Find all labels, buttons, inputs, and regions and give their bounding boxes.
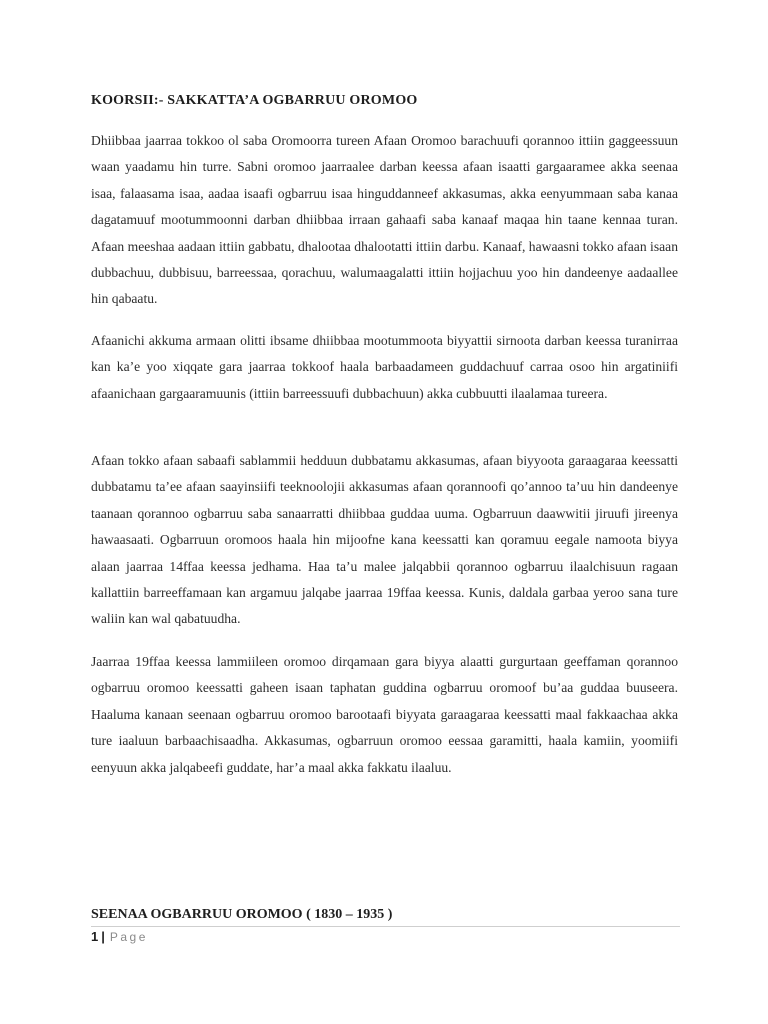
page-number: 1 [91, 929, 99, 944]
footer-separator: | [101, 929, 105, 944]
section-heading: SEENAA OGBARRUU OROMOO ( 1830 – 1935 ) [91, 907, 393, 922]
paragraph-1: Dhiibbaa jaarraa tokkoo ol saba Oromoorra tureen Afaan Oromoo barachuufi qorannoo ittiin gaggeessuun waan yaadamu hin turre. Sabni oromoo jaarraalee darban keessa afaan isaatti gargaarameе akka seenaa isaa, falaasama isaa, aadaa isaafi ogbarruu isaa hinguddanneef akkasumas, akka eenyummaan saba kanaa dagatamuuf mootummoonni darban dhiibbaa irraan gahaafi saba kanaaf maqaa hin taane kennaa turan. Afaan meeshaa aadaan ittiin gabbatu, dhalootaa dhalootatti ittiin darbu. Kanaaf, hawaasni tokko afaan isaan dubbachuu, dubbisuu, barreessaa, qorachuu, walumaagalatti ittiin hojjachuu yoo hin dandeenye aadaallee hin qabaatu. [91, 133, 678, 307]
course-heading: KOORSII:- SAKKATTA’A OGBARRUU OROMOO [91, 93, 418, 108]
page-label: Page [109, 930, 148, 944]
paragraph-2: Afaanichi akkuma armaan olitti ibsame dhiibbaa mootummoota biyyattii sirnoota darban keessa turanirraa kan ka’e yoo xiqqate gara jaarraa tokkoof haala barbaadameen guddachuuf carraa osoo hin argatiniifi afaanichaan gargaaramuunis (ittiin barreessuufi dubbachuun) akka cubbuutti ilaalamaa tureera. [91, 333, 678, 401]
page-footer [91, 926, 680, 949]
paragraph-3: Afaan tokko afaan sabaafi sablammii hedduun dubbatamu akkasumas, afaan biyyoota garaagaraa keessatti dubbatamu ta’ee afaan saayinsiifi teeknoolojii akkasumas afaan qorannoofi qo’annoo ta’uu hin dandeenye taanaan qorannoo ogbarruu saba sanaarratti dhiibbaa guddaa uuma. Ogbarruun daawwitii jiruufi jireenya hawaasaati. Ogbarruun oromoos haala hin mijoofne kana keessatti kan qoramuu eegale namoota biyya alaan jaarraa 14ffaa keessa jedhama. Haa ta’u malee jalqabbii qorannoo ogbarruu ilaalchisuun ragaan kallattiin barreeffamaan kan argamuu jalqabe jaarraa 19ffaa keessa. Kunis, daldala garbaa yeroo sana ture waliin kan wal qabatuudha. [91, 453, 678, 627]
paragraph-4: Jaarraa 19ffaa keessa lammiileen oromoo dirqamaan gara biyya alaatti gurgurtaan geeffaman qorannoo ogbarruu oromoo keessatti gaheen isaan taphatan guddina ogbarruu oromoof bu’aa guddaa buuseera. Haaluma kanaan seenaan ogbarruu oromoo barootaafi biyyata garaagaraa keessatti maal fakkaachaa akka ture iaaluun barbaachisaadha. Akkasumas, ogbarruun oromoo eessaa garamitti, haala kamiin, yoomiifi eenyuun akka jalqabeefi guddate, har’a maal akka fakkatu ilaaluu. [91, 654, 678, 775]
